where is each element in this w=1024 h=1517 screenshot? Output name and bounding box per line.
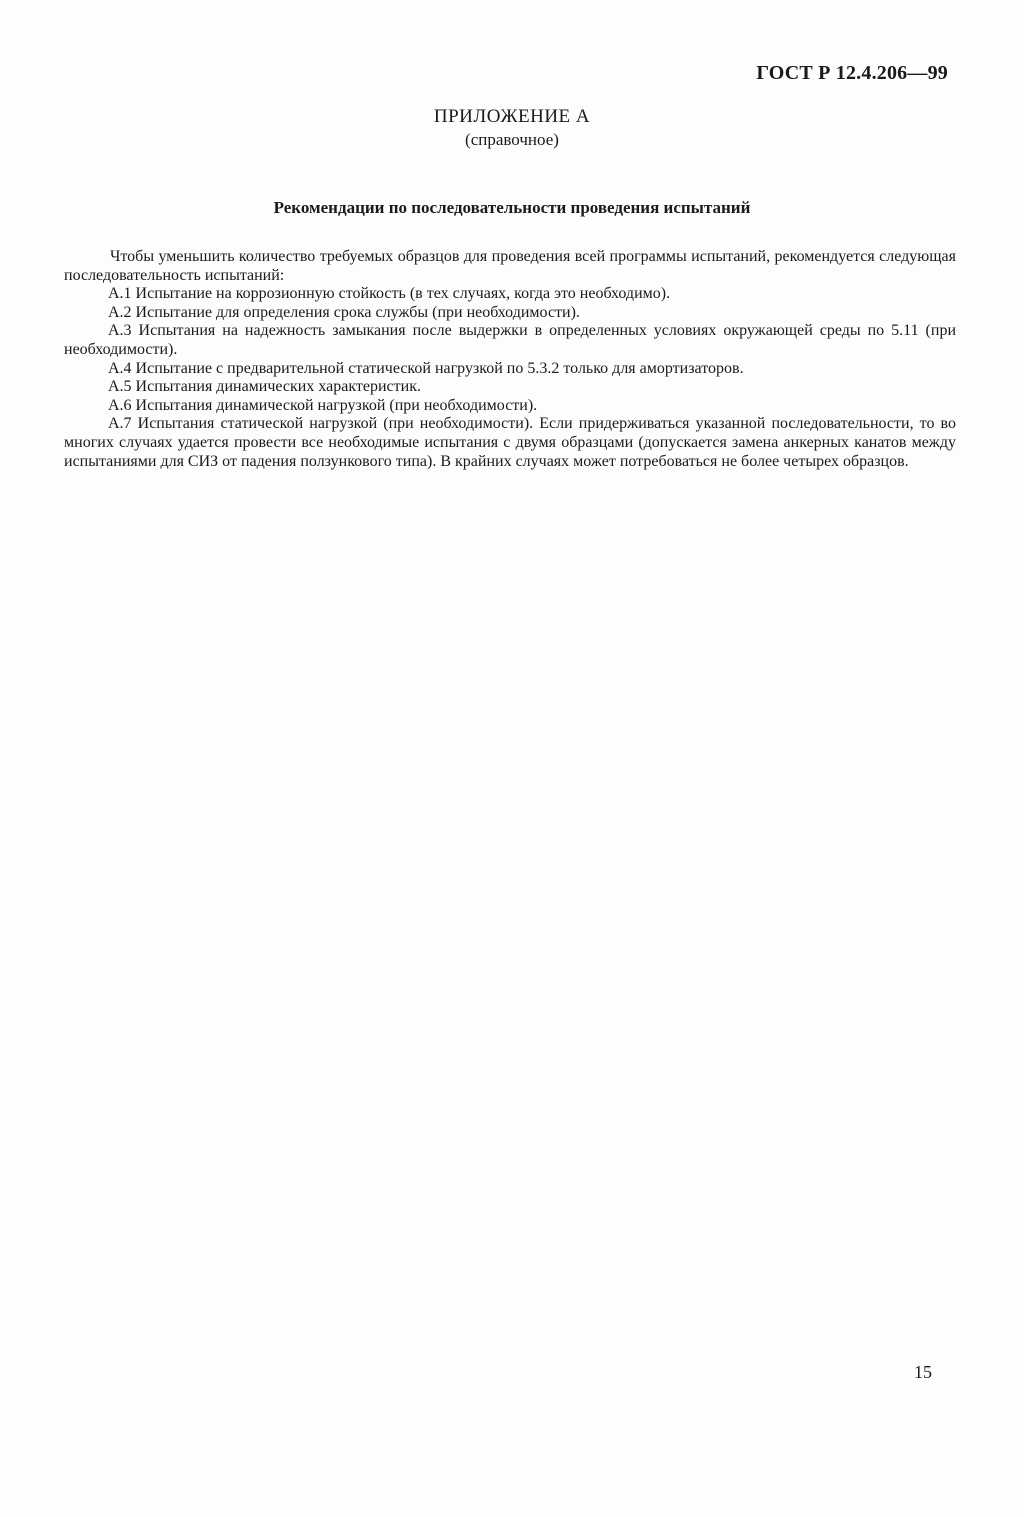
list-item: А.2 Испытание для определения срока службы (при необходимости).: [108, 303, 580, 321]
section-heading: Рекомендации по последовательности проведения испытаний: [273, 198, 751, 217]
document-code: ГОСТ Р 12.4.206—99: [756, 62, 948, 84]
body-text: [64, 248, 956, 471]
appendix-subtitle: (справочное): [465, 130, 559, 149]
list-item: А.7 Испытания статической нагрузкой (при необходимости). Если придерживаться указанной последовательности, то во многих случаях удается провести все необходимые испытания с двумя образцами (допускается замена анкерных канатов между испытаниями для СИЗ от падения ползункового типа). В крайних случаях может потребоваться не более четырех образцов.: [64, 415, 956, 470]
page-number: 15: [914, 1362, 932, 1382]
list-item: А.4 Испытание с предварительной статической нагрузкой по 5.3.2 только для амортизаторов.: [108, 359, 744, 377]
list-item: А.5 Испытания динамических характеристик.: [108, 378, 421, 396]
list-item: А.1 Испытание на коррозионную стойкость (в тех случаях, когда это необходимо).: [108, 285, 671, 303]
intro-paragraph: Чтобы уменьшить количество требуемых образцов для проведения всей программы испытаний, рекомендуется следующая последовательность испытаний:: [64, 248, 956, 284]
list-item: А.3 Испытания на надежность замыкания после выдержки в определенных условиях окружающей среды по 5.11 (при необходимости).: [64, 322, 956, 358]
list-item: А.6 Испытания динамической нагрузкой (при необходимости).: [108, 396, 538, 414]
appendix-title: ПРИЛОЖЕНИЕ А: [433, 106, 591, 127]
